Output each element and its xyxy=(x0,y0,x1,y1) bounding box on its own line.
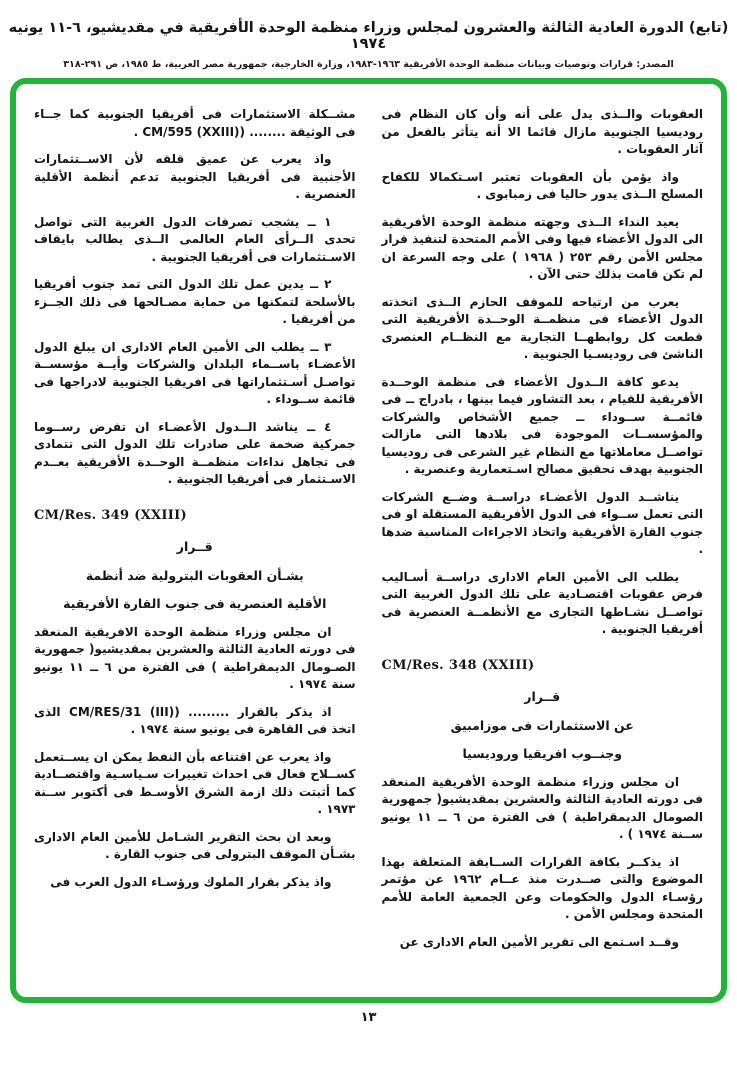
page-number: ١٣ xyxy=(360,1010,377,1025)
paragraph: يعرب من ارتياحه للموقف الحازم الــذى اتخذته الدول الأعضاء فى منظمــة الوحــدة الأفريقية التى قطعت كل روابطهــا التجارية مع النظــام العنصرى الناشئ فى روديسـيا الجنوبية . xyxy=(381,294,703,361)
paragraph: اذ يذكــر بكافة القرارات الســابقة المتعلقة بهذا الموضوع والتى صــدرت منذ عــام ١٩٦٢ عن مؤتمر رؤسـاء الدول والحكومات وعن الجمعية العامة للأمم المتحدة ومجلس الأمن . xyxy=(381,854,703,921)
paragraph: يدعو كافة الــدول الأعضاء فى منظمة الوحــدة الأفريقية للقيام ، بعد التشاور فيما بينها ، بادراج ــ فى قائمــة ســوداء ــ جميع الأشخاص والشركات والمؤسســات الموجودة فى بلادها التى مازالت تواصــل معاملاتها مع النظام غير الشرعى فى روديسيا الجنوبية بهدف تحقيق مصالح اسـتعمارية وعنصرية . xyxy=(381,374,703,476)
column-right xyxy=(382,106,704,983)
paragraph: يناشــد الدول الأعضـاء دراســة وضــع الشركات التى تعمل ســواء فى الدول الأفريقية المستقلة او فى جنوب القارة الأفريقية واتخاذ الاجراءات المناسبة ضدها . xyxy=(381,489,703,556)
paragraph: ان مجلس وزراء منظمة الوحدة الافريقية المنعقد فى دورته العادية الثالثة والعشرين بمقديشيو( جمهورية الصـومال الديمقراطية ) فى الفترة من ٦ ــ ١١ يونيو سنة ١٩٧٤ . xyxy=(34,624,356,691)
paragraph: واذ يذكر بقرار الملوك ورؤسـاء الدول العرب فى xyxy=(50,874,332,889)
resolution-subtitle: وجنــوب افريقيا وروديسيا xyxy=(462,746,623,761)
source-citation: المصدر: قرارات وتوصيات وبيانات منظمة الوحدة الأفريقية ١٩٦٣-١٩٨٣، وزارة الخارجية، جمهورية مصر العربية، ط ١٩٨٥، ص ٢٩١-٣١٨ xyxy=(63,59,674,70)
resolution-code-348: CM/Res. 348 (XXIII) xyxy=(381,657,535,673)
paragraph: ٢ ــ يدين عمل تلك الدول التى تمد جنوب أفريقيا بالأسلحة لتمكنها من حماية مصـالحها فى ذلك الجــزء من أفريقيا . xyxy=(34,277,356,326)
paragraph: ٣ ــ يطلب الى الأمين العام الادارى ان يبلغ الدول الأعضـاء باســماء البلدان والشركات وأيــة مؤسســة تواصـل أسـتثماراتها فى افريقيا الجنوبية لادراجها فى قائمة ســوداء . xyxy=(34,339,356,406)
resolution-subtitle: بشـأن العقوبات البترولية ضد أنظمة xyxy=(85,567,304,583)
paragraph: وبعد ان بحث التقرير الشـامل للأمين العام الادارى بشـأن الموقف البترولى فى جنوب القارة . xyxy=(34,829,356,861)
paragraph: واذ يؤمن بأن العقوبات تعتبر اسـتكمالا للكفاح المسلح الــذى يدور حاليا فى زمبابوى . xyxy=(381,169,703,201)
paragraph: ٤ ــ يناشد الــدول الأعضـاء ان تفرض رســوما جمركية ضخمة على صادرات تلك الدول التى تتمادى فى تجاهل نداءات منظمــة الوحــدة الأفريقية بعــدم الاسـتثمار فى أفريقيا الجنوبية . xyxy=(34,419,356,486)
paragraph: مشــكلة الاستثمارات فى أفريقيا الجنوبية كما جــاء فى الوثيقة ........ (CM/595 (XXIII) . xyxy=(34,107,356,139)
paragraph: يعيد النداء الــذى وجهته منظمة الوحدة الأفريقية الى الدول الأعضاء فيها وفى الأمم المتحدة لتنفيذ قرار مجلس الأمن رقم ٢٥٣ ( ١٩٦٨ ) على وجه السرعة ان لم تكن قامت بذلك حتى الآن . xyxy=(381,214,703,281)
paragraph: واذ يعرب عن عميق قلقه لأن الاســتثمارات الأجنبية فى أفريقيا الجنوبية تدعم أنظمة الأقلية العنصرية . xyxy=(34,152,356,201)
paragraph: اذ يذكر بالقرار ......... (CM/RES/31 (III) الذى اتخذ فى القاهرة فى يونيو سنة ١٩٧٤ . xyxy=(34,704,356,736)
resolution-subtitle: عن الاستثمارات فى موزامبيق xyxy=(450,717,634,733)
paragraph: وقــد اسـتمع الى تقرير الأمين العام الادارى عن xyxy=(399,934,679,949)
content-frame xyxy=(10,78,727,1003)
page-header xyxy=(0,0,737,70)
paragraph: العقوبات والــذى يدل على أنه وأن كان النظام فى روديسيا الجنوبية مازال قائما الا أنه يتأثر بالفعل من آثار العقوبات . xyxy=(381,107,703,156)
resolution-title: قــرار xyxy=(176,539,213,554)
resolution-subtitle: الأقلية العنصرية فى جنوب القارة الأفريقية xyxy=(63,596,327,611)
resolution-code-349: CM/Res. 349 (XXIII) xyxy=(34,507,188,523)
session-title: (تابع) الدورة العادية الثالثة والعشرون لمجلس وزراء منظمة الوحدة الأفريقية في مقديشيو، ٦-١١ يونيه ١٩٧٤ xyxy=(8,20,729,52)
paragraph: واذ يعرب عن اقتناعه بأن النفط يمكن ان يســتعمل كســلاح فعال فى احداث تغييرات سـياسـية واقتصــادية كما أثبتت ذلك ازمة الشرق الأوسـط فى أكتوبر ســنة ١٩٧٣ . xyxy=(34,749,356,816)
paragraph: ان مجلس وزراء منظمة الوحدة الأفريقية المنعقد فى دورته العادية الثالثة والعشرين بمقديشيو( جمهورية الصومال الديمقراطية ) فى الفترة من ٦ ــ ١١ يونيو ســنة ١٩٧٤ ) . xyxy=(381,774,703,841)
paragraph: يطلب الى الأمين العام الادارى دراســة أسـاليب فرض عقوبات اقتصـادية على تلك الدول الغربية التى تواصــل نشـاطها التجارى مع الأنظمــة العنصرية فى أفريقيا الجنوبية . xyxy=(381,569,703,636)
text-columns xyxy=(16,84,721,997)
column-left xyxy=(34,106,356,983)
resolution-title: قــرار xyxy=(524,689,561,704)
paragraph: ١ ــ يشجب تصرفات الدول الغربية التى تواصل تحدى الــرأى العام العالمى الــذى يطالب بايقاف الاسـتثمارات فى أفريقيا الجنوبية . xyxy=(34,214,356,264)
